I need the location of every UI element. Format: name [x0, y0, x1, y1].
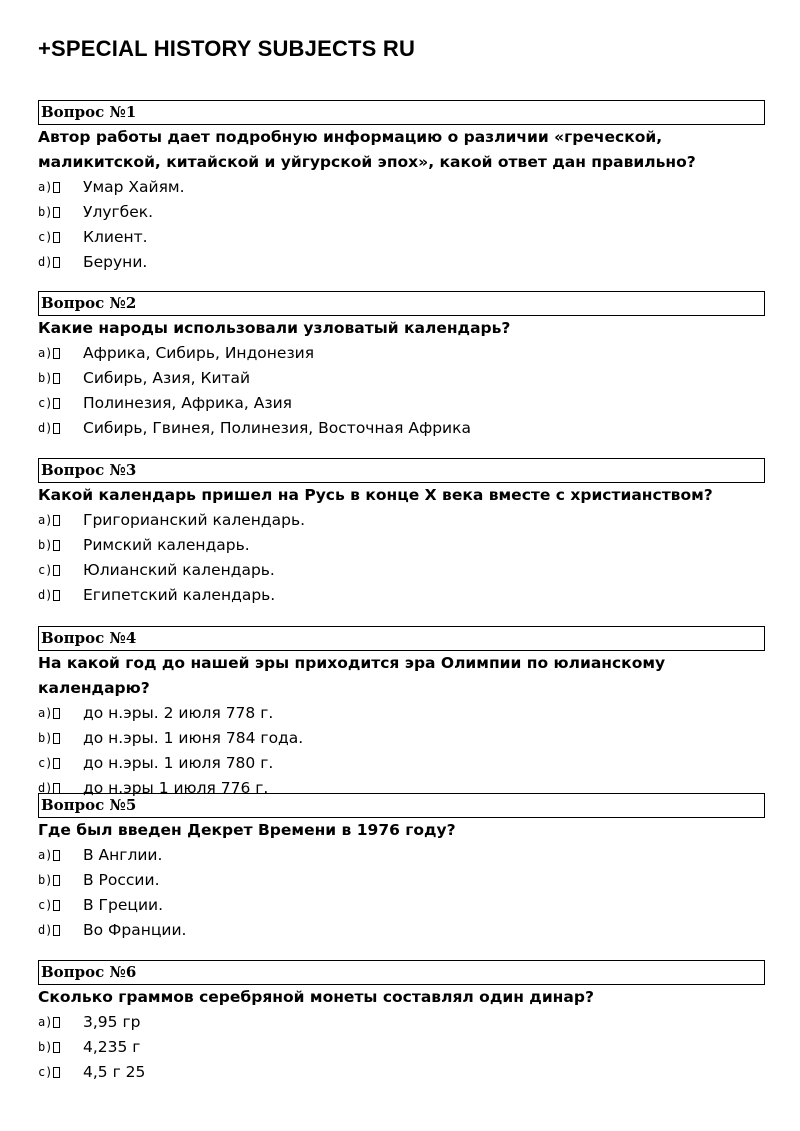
option-letter: c): [38, 1060, 64, 1085]
checkbox-icon[interactable]: [53, 708, 60, 719]
question-header: Вопрос №1: [38, 100, 765, 125]
question-header: Вопрос №4: [38, 626, 765, 651]
question-text: Какие народы использовали узловатый календарь?: [38, 319, 511, 337]
option-letter: a): [38, 341, 64, 366]
option-letter: b): [38, 868, 64, 893]
option-letter: c): [38, 391, 64, 416]
option-letter: d): [38, 583, 64, 608]
option-letter: d): [38, 776, 64, 801]
question-header: Вопрос №3: [38, 458, 765, 483]
option-letter: a): [38, 843, 64, 868]
option-text: Сибирь, Азия, Китай: [83, 369, 251, 387]
question-header: Вопрос №5: [38, 793, 765, 818]
option-text: Улугбек.: [83, 203, 154, 221]
checkbox-icon[interactable]: [53, 257, 60, 268]
checkbox-icon[interactable]: [53, 207, 60, 218]
option-text: Римский календарь.: [83, 536, 250, 554]
question-text: Какой календарь пришел на Русь в конце X века вместе с христианством?: [38, 486, 713, 504]
option-letter: b): [38, 726, 64, 751]
checkbox-icon[interactable]: [53, 348, 60, 359]
option-text: 3,95 гр: [83, 1013, 141, 1031]
option-letter: d): [38, 250, 64, 275]
answer-option-c[interactable]: [38, 1060, 765, 1085]
checkbox-icon[interactable]: [53, 398, 60, 409]
answer-option-b[interactable]: [38, 868, 765, 893]
answer-option-a[interactable]: [38, 341, 765, 366]
checkbox-icon[interactable]: [53, 373, 60, 384]
question-4: [38, 626, 765, 801]
checkbox-icon[interactable]: [53, 1017, 60, 1028]
answer-option-d[interactable]: [38, 416, 765, 441]
question-2: [38, 291, 765, 441]
checkbox-icon[interactable]: [53, 565, 60, 576]
question-header: Вопрос №2: [38, 291, 765, 316]
option-letter: a): [38, 1010, 64, 1035]
answer-option-d[interactable]: [38, 918, 765, 943]
checkbox-icon[interactable]: [53, 875, 60, 886]
option-letter: b): [38, 200, 64, 225]
option-letter: a): [38, 508, 64, 533]
page-title: +SPECIAL HISTORY SUBJECTS RU: [38, 36, 416, 61]
checkbox-icon[interactable]: [53, 232, 60, 243]
answer-option-b[interactable]: [38, 1035, 765, 1060]
option-text: до н.эры. 1 июля 780 г.: [83, 754, 274, 772]
option-text: 4,5 г 25: [83, 1063, 146, 1081]
checkbox-icon[interactable]: [53, 182, 60, 193]
checkbox-icon[interactable]: [53, 590, 60, 601]
checkbox-icon[interactable]: [53, 733, 60, 744]
question-1: [38, 100, 765, 275]
checkbox-icon[interactable]: [53, 540, 60, 551]
checkbox-icon[interactable]: [53, 423, 60, 434]
option-text: Полинезия, Африка, Азия: [83, 394, 293, 412]
option-text: Африка, Сибирь, Индонезия: [83, 344, 315, 362]
option-letter: c): [38, 225, 64, 250]
answer-option-a[interactable]: [38, 701, 765, 726]
option-text: до н.эры. 2 июля 778 г.: [83, 704, 274, 722]
option-text: В Англии.: [83, 846, 163, 864]
answer-option-b[interactable]: [38, 200, 765, 225]
option-text: Клиент.: [83, 228, 148, 246]
answer-option-d[interactable]: [38, 583, 765, 608]
option-text: Египетский календарь.: [83, 586, 276, 604]
option-letter: d): [38, 416, 64, 441]
question-text: Автор работы дает подробную информацию о различии «греческой, маликитской, китайской и уйгурской эпох», какой ответ дан правильно?: [38, 128, 696, 171]
answer-option-b[interactable]: [38, 533, 765, 558]
option-letter: a): [38, 175, 64, 200]
option-letter: c): [38, 893, 64, 918]
answer-option-a[interactable]: [38, 1010, 765, 1035]
option-letter: a): [38, 701, 64, 726]
option-text: до н.эры 1 июля 776 г.: [83, 779, 269, 797]
checkbox-icon[interactable]: [53, 850, 60, 861]
option-text: В России.: [83, 871, 160, 889]
answer-option-c[interactable]: [38, 558, 765, 583]
option-text: В Греции.: [83, 896, 164, 914]
answer-option-a[interactable]: [38, 843, 765, 868]
checkbox-icon[interactable]: [53, 925, 60, 936]
checkbox-icon[interactable]: [53, 515, 60, 526]
answer-option-c[interactable]: [38, 751, 765, 776]
answer-option-c[interactable]: [38, 893, 765, 918]
question-6: [38, 960, 765, 1085]
option-text: Беруни.: [83, 253, 148, 271]
option-letter: b): [38, 366, 64, 391]
option-text: Сибирь, Гвинея, Полинезия, Восточная Африка: [83, 419, 471, 437]
option-text: Во Франции.: [83, 921, 187, 939]
option-text: Умар Хайям.: [83, 178, 185, 196]
question-text: Сколько граммов серебряной монеты составлял один динар?: [38, 988, 594, 1006]
checkbox-icon[interactable]: [53, 1067, 60, 1078]
question-text: Где был введен Декрет Времени в 1976 году?: [38, 821, 456, 839]
checkbox-icon[interactable]: [53, 758, 60, 769]
question-5: [38, 793, 765, 943]
answer-option-a[interactable]: [38, 508, 765, 533]
option-letter: b): [38, 1035, 64, 1060]
option-letter: d): [38, 918, 64, 943]
answer-option-d[interactable]: [38, 250, 765, 275]
option-letter: c): [38, 751, 64, 776]
answer-option-c[interactable]: [38, 225, 765, 250]
option-text: до н.эры. 1 июня 784 года.: [83, 729, 304, 747]
answer-option-b[interactable]: [38, 366, 765, 391]
option-text: 4,235 г: [83, 1038, 141, 1056]
option-text: Григорианский календарь.: [83, 511, 306, 529]
checkbox-icon[interactable]: [53, 1042, 60, 1053]
question-3: [38, 458, 765, 608]
answer-option-b[interactable]: [38, 726, 765, 751]
question-text: На какой год до нашей эры приходится эра Олимпии по юлианскому календарю?: [38, 654, 666, 697]
option-letter: b): [38, 533, 64, 558]
answer-option-a[interactable]: [38, 175, 765, 200]
checkbox-icon[interactable]: [53, 900, 60, 911]
option-text: Юлианский календарь.: [83, 561, 275, 579]
question-header: Вопрос №6: [38, 960, 765, 985]
option-letter: c): [38, 558, 64, 583]
answer-option-c[interactable]: [38, 391, 765, 416]
